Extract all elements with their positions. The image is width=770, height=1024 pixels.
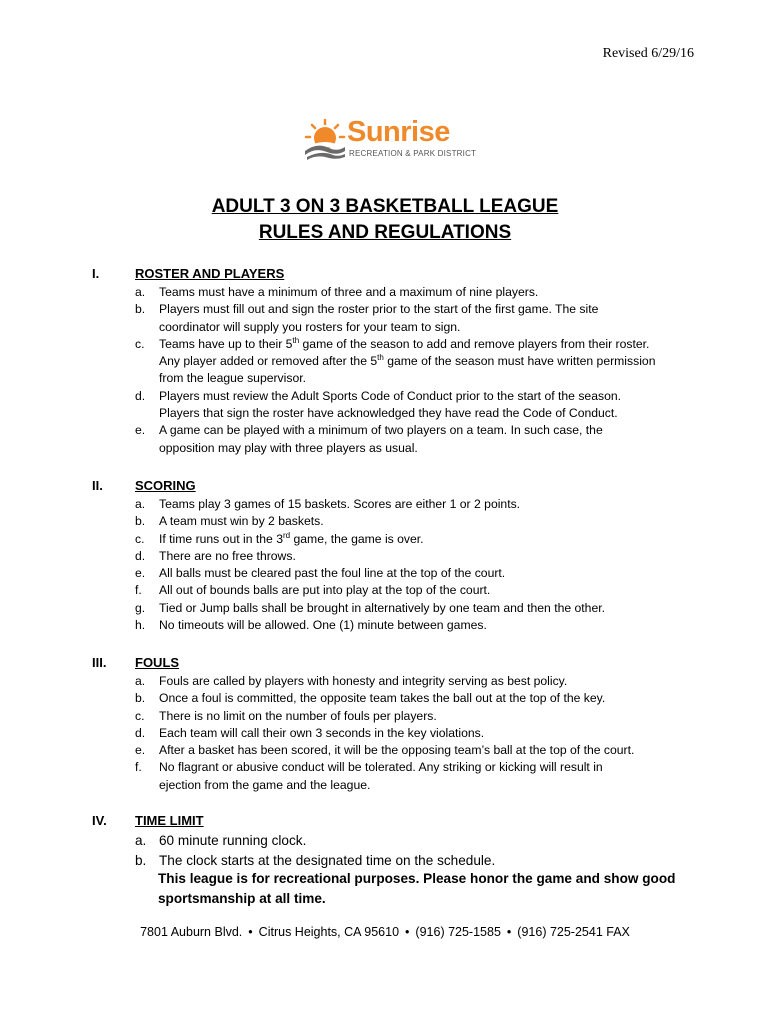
rule-text: No timeouts will be allowed. One (1) minute between games. — [159, 618, 487, 633]
ordinal-suffix: rd — [282, 530, 291, 540]
rule-item — [135, 582, 695, 599]
item-marker: a. — [135, 674, 146, 688]
item-marker: a. — [135, 497, 146, 511]
closing-line: sportsmanship at all time. — [158, 890, 326, 906]
item-marker: b. — [135, 691, 146, 706]
rule-item — [135, 531, 695, 548]
section-heading: TIME LIMIT — [135, 813, 204, 828]
rule-text: Players that sign the roster have acknowledged they have read the Code of Conduct. — [159, 406, 618, 421]
bullet-separator: • — [405, 925, 410, 939]
rule-text: Players must review the Adult Sports Code of Conduct prior to the start of the season. — [159, 388, 622, 403]
rule-item — [135, 851, 695, 871]
rule-text: game of the season must have written permission — [383, 354, 656, 369]
rule-text: If time runs out in the 3 — [159, 531, 283, 546]
rule-text: from the league supervisor. — [159, 371, 307, 386]
footer-city: Citrus Heights, CA 95610 — [258, 925, 400, 939]
rule-text: Teams play 3 games of 15 baskets. Scores are either 1 or 2 points. — [159, 497, 521, 511]
rule-item — [135, 284, 695, 301]
rule-text: ejection from the game and the league. — [159, 777, 371, 792]
rule-text: There is no limit on the number of fouls per players. — [159, 708, 437, 723]
rule-text: Any player added or removed after the 5 — [159, 354, 378, 369]
rule-text: There are no free throws. — [159, 548, 296, 563]
rule-item — [135, 831, 695, 851]
section-heading: FOULS — [135, 655, 180, 670]
rule-text: Fouls are called by players with honesty and integrity serving as best policy. — [159, 674, 568, 688]
item-marker: f. — [135, 760, 142, 775]
rule-item — [135, 600, 695, 617]
rule-text: All balls must be cleared past the foul line at the top of the court. — [159, 566, 506, 581]
item-marker: d. — [135, 548, 146, 563]
rule-text: A game can be played with a minimum of two players on a team. In such case, the — [159, 423, 603, 438]
item-marker: a. — [135, 833, 147, 848]
section-number: II. — [92, 478, 103, 493]
rule-item — [135, 301, 695, 336]
section-number: IV. — [92, 813, 107, 828]
ordinal-suffix: th — [292, 335, 300, 345]
sunrise-logo-icon — [303, 118, 347, 162]
item-marker: b. — [135, 514, 146, 529]
section-heading: SCORING — [135, 478, 196, 493]
rule-item — [135, 565, 695, 582]
rule-text: Each team will call their own 3 seconds in the key violations. — [159, 725, 485, 740]
rule-item — [135, 422, 695, 457]
revised-date: Revised 6/29/16 — [602, 46, 694, 61]
item-marker: c. — [135, 708, 145, 723]
rule-text: All out of bounds balls are put into play at the top of the court. — [159, 583, 491, 598]
rule-text: Tied or Jump balls shall be brought in alternatively by one team and then the other. — [159, 600, 606, 615]
rule-item — [135, 336, 695, 388]
rule-text: opposition may play with three players as usual. — [159, 440, 418, 455]
rule-text: After a basket has been scored, it will be the opposing team’s ball at the top of the court. — [159, 743, 635, 758]
rule-text: No flagrant or abusive conduct will be tolerated. Any striking or kicking will result in — [159, 760, 603, 775]
rule-text: A team must win by 2 baskets. — [159, 514, 324, 529]
rule-item — [135, 708, 695, 725]
rule-item — [135, 617, 695, 634]
rule-item — [135, 742, 695, 759]
item-marker: c. — [135, 531, 145, 546]
item-marker: d. — [135, 725, 146, 740]
rule-item — [135, 548, 695, 565]
rule-item — [135, 690, 695, 707]
rule-item — [135, 673, 695, 690]
rule-text: Once a foul is committed, the opposite team takes the ball out at the top of the key. — [159, 691, 606, 706]
bullet-separator: • — [248, 925, 253, 939]
item-marker: g. — [135, 600, 146, 615]
footer-address: 7801 Auburn Blvd. — [140, 925, 243, 939]
rule-text: Players must fill out and sign the roster prior to the start of the first game. The site — [159, 302, 599, 317]
rule-text: 60 minute running clock. — [159, 833, 307, 848]
rule-item — [135, 759, 695, 794]
rule-text: Teams have up to their 5 — [159, 336, 293, 351]
item-marker: c. — [135, 336, 145, 351]
item-marker: a. — [135, 285, 146, 299]
item-marker: e. — [135, 566, 146, 581]
ordinal-suffix: th — [377, 353, 384, 363]
rule-item — [135, 513, 695, 530]
sunrise-logo — [303, 116, 477, 164]
logo-wordmark: Sunrise — [347, 116, 450, 148]
closing-statement — [158, 869, 718, 908]
section-heading: ROSTER AND PLAYERS — [135, 266, 285, 281]
bullet-separator: • — [506, 925, 512, 939]
rule-text: The clock starts at the designated time on the schedule. — [159, 852, 496, 868]
item-marker: f. — [135, 583, 142, 598]
logo-subtitle: RECREATION & PARK DISTRICT — [349, 149, 477, 158]
rule-text: game of the season to add and remove players from their roster. — [299, 336, 650, 351]
item-marker: d. — [135, 388, 146, 403]
item-marker: h. — [135, 618, 146, 633]
item-marker: b. — [135, 302, 146, 317]
footer-contact — [0, 925, 770, 939]
document-subtitle: RULES AND REGULATIONS — [258, 222, 512, 243]
item-marker: e. — [135, 743, 146, 758]
rule-item — [135, 496, 695, 513]
section-number: I. — [92, 266, 100, 281]
document-title: ADULT 3 ON 3 BASKETBALL LEAGUE — [211, 196, 559, 217]
section-number: III. — [92, 655, 107, 670]
rule-item — [135, 725, 695, 742]
rule-item — [135, 388, 695, 423]
footer-phone: (916) 725-1585 — [415, 925, 501, 939]
item-marker: b. — [135, 852, 147, 868]
closing-line: This league is for recreational purposes. Please honor the game and show good — [158, 871, 676, 886]
footer-fax: (916) 725-2541 FAX — [517, 925, 630, 939]
rule-text: coordinator will supply you rosters for your team to sign. — [159, 319, 461, 334]
item-marker: e. — [135, 423, 146, 438]
rule-text: game, the game is over. — [290, 531, 424, 546]
rule-text: Teams must have a minimum of three and a maximum of nine players. — [159, 285, 539, 299]
